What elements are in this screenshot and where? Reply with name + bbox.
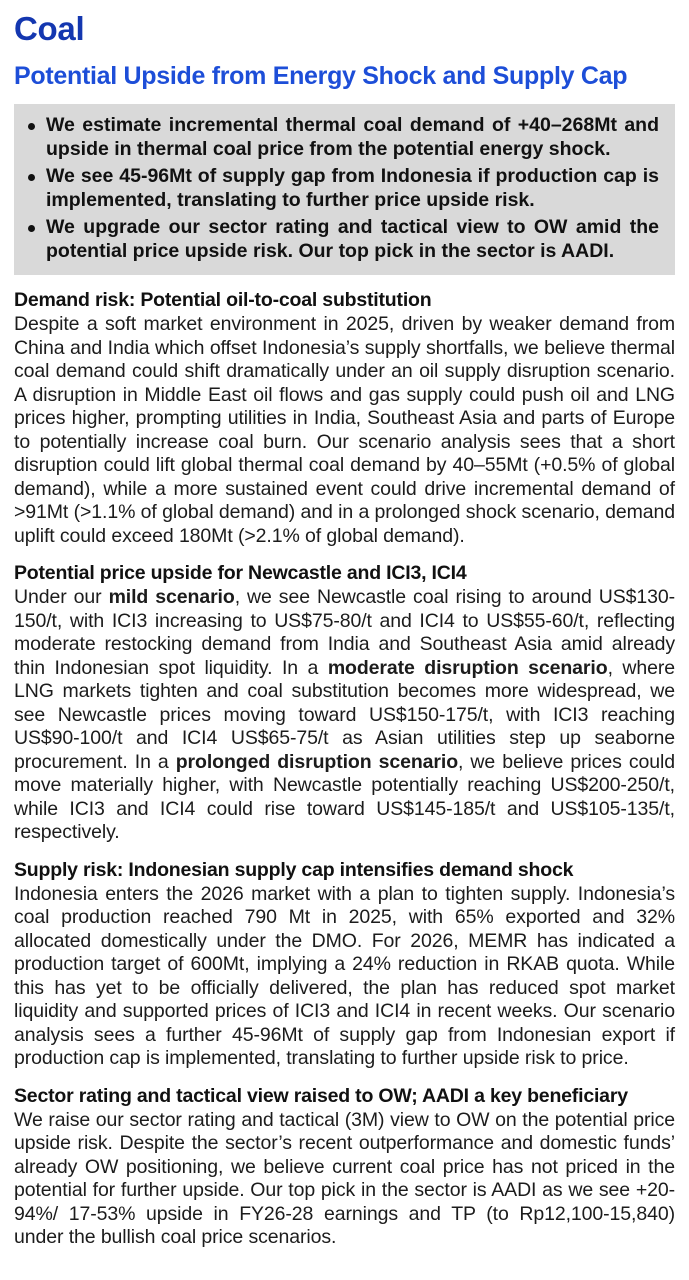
report-section [14, 1084, 675, 1250]
text-segment: Indonesia enters the 2026 market with a plan to tighten supply. Indonesia’s coal production reached 790 Mt in 2025, with 65% exported and 32% allocated domestically under the DMO. For 2026, MEMR has indicated a production target of 600Mt, implying a 24% reduction in RKAB quota. While this has yet to be officially delivered, the plan has reduced spot market liquidity and supported prices of ICI3 and ICI4 in recent weeks. Our scenario analysis sees a further 45-96Mt of supply gap from Indonesian export if production cap is implemented, translating to further upside risk to price. [14, 882, 675, 1069]
highlight-item [28, 165, 659, 212]
section-paragraph [14, 586, 675, 845]
highlights-list [28, 114, 659, 263]
highlight-item [28, 216, 659, 263]
section-heading: Demand risk: Potential oil-to-coal substitution [14, 289, 432, 311]
bullet-dot-icon [28, 123, 35, 130]
text-segment: moderate disruption scenario [327, 656, 608, 679]
text-segment: We raise our sector rating and tactical (3M) view to OW on the potential price upside risk. Despite the sector’s recent outperformance and domestic funds’ already OW positioning, we believe current coal price has not priced in the potential for further upside. Our top pick in the sector is AADI as we see +20-94%/ 17-53% upside in FY26-28 earnings and TP (to Rp12,100-15,840) under the bullish coal price scenarios. [14, 1108, 675, 1248]
section-paragraph [14, 883, 675, 1071]
text-segment: mild scenario [108, 586, 235, 608]
highlights-box [14, 104, 675, 275]
report-section [14, 858, 675, 1071]
report-section [14, 288, 675, 548]
section-paragraph [14, 313, 675, 548]
text-segment: Despite a soft market environment in 2025, driven by weaker demand from China and India which offset Indonesia’s supply shortfalls, we believe thermal coal demand could shift dramatically under an oil supply disruption scenario. A disruption in Middle East oil flows and gas supply could push oil and LNG prices higher, prompting utilities in India, Southeast Asia and parts of Europe to potentially increase coal burn. Our scenario analysis sees that a short disruption could lift global thermal coal demand by 40–55Mt (+0.5% of global demand), while a more sustained event could drive incremental demand of >91Mt (>1.1% of global demand) and in a prolonged shock scenario, demand uplift could exceed 180Mt (>2.1% of global demand). [14, 313, 675, 547]
section-heading: Sector rating and tactical view raised to OW; AADI a key beneficiary [14, 1084, 628, 1107]
text-segment: Under our [14, 586, 109, 608]
report-section [14, 561, 675, 845]
report-title: Coal [14, 10, 85, 47]
highlight-item [28, 114, 659, 161]
section-heading: Potential price upside for Newcastle and ICI3, ICI4 [14, 562, 467, 584]
report-body [14, 288, 675, 1250]
text-segment: , we see Newcastle coal rising to around US$130-150/t, with ICI3 increasing to US$75-80/t and ICI4 to US$55-60/t, reflecting moderate restocking demand from India and Southeast Asia amid already thin Indonesian spot liquidity. In a [14, 586, 675, 679]
report-subtitle: Potential Upside from Energy Shock and Supply Cap [14, 62, 628, 90]
section-paragraph [14, 1109, 675, 1250]
text-segment: , where LNG markets tighten and coal substitution becomes more widespread, we see Newcastle prices moving toward US$150-175/t, with ICI3 reaching US$90-100/t and ICI4 US$65-75/t as Asian utilities step up seaborne procurement. In a [14, 656, 676, 773]
highlight-text: We estimate incremental thermal coal demand of +40–268Mt and upside in thermal coal price from the potential energy shock. [46, 114, 659, 160]
section-heading: Supply risk: Indonesian supply cap intensifies demand shock [14, 858, 574, 881]
bullet-dot-icon [28, 225, 35, 232]
text-segment: prolonged disruption scenario [175, 750, 459, 773]
report-header [14, 10, 675, 91]
text-segment: , we believe prices could move materially higher, with Newcastle potentially reaching US$200-250/t, while ICI3 and ICI4 could rise toward US$145-185/t and US$105-135/t, respectively. [14, 750, 675, 843]
bullet-dot-icon [28, 174, 35, 181]
highlight-text: We upgrade our sector rating and tactical view to OW amid the potential price upside risk. Our top pick in the sector is AADI. [46, 216, 659, 262]
highlight-text: We see 45-96Mt of supply gap from Indonesia if production cap is implemented, translating to further price upside risk. [46, 165, 659, 211]
